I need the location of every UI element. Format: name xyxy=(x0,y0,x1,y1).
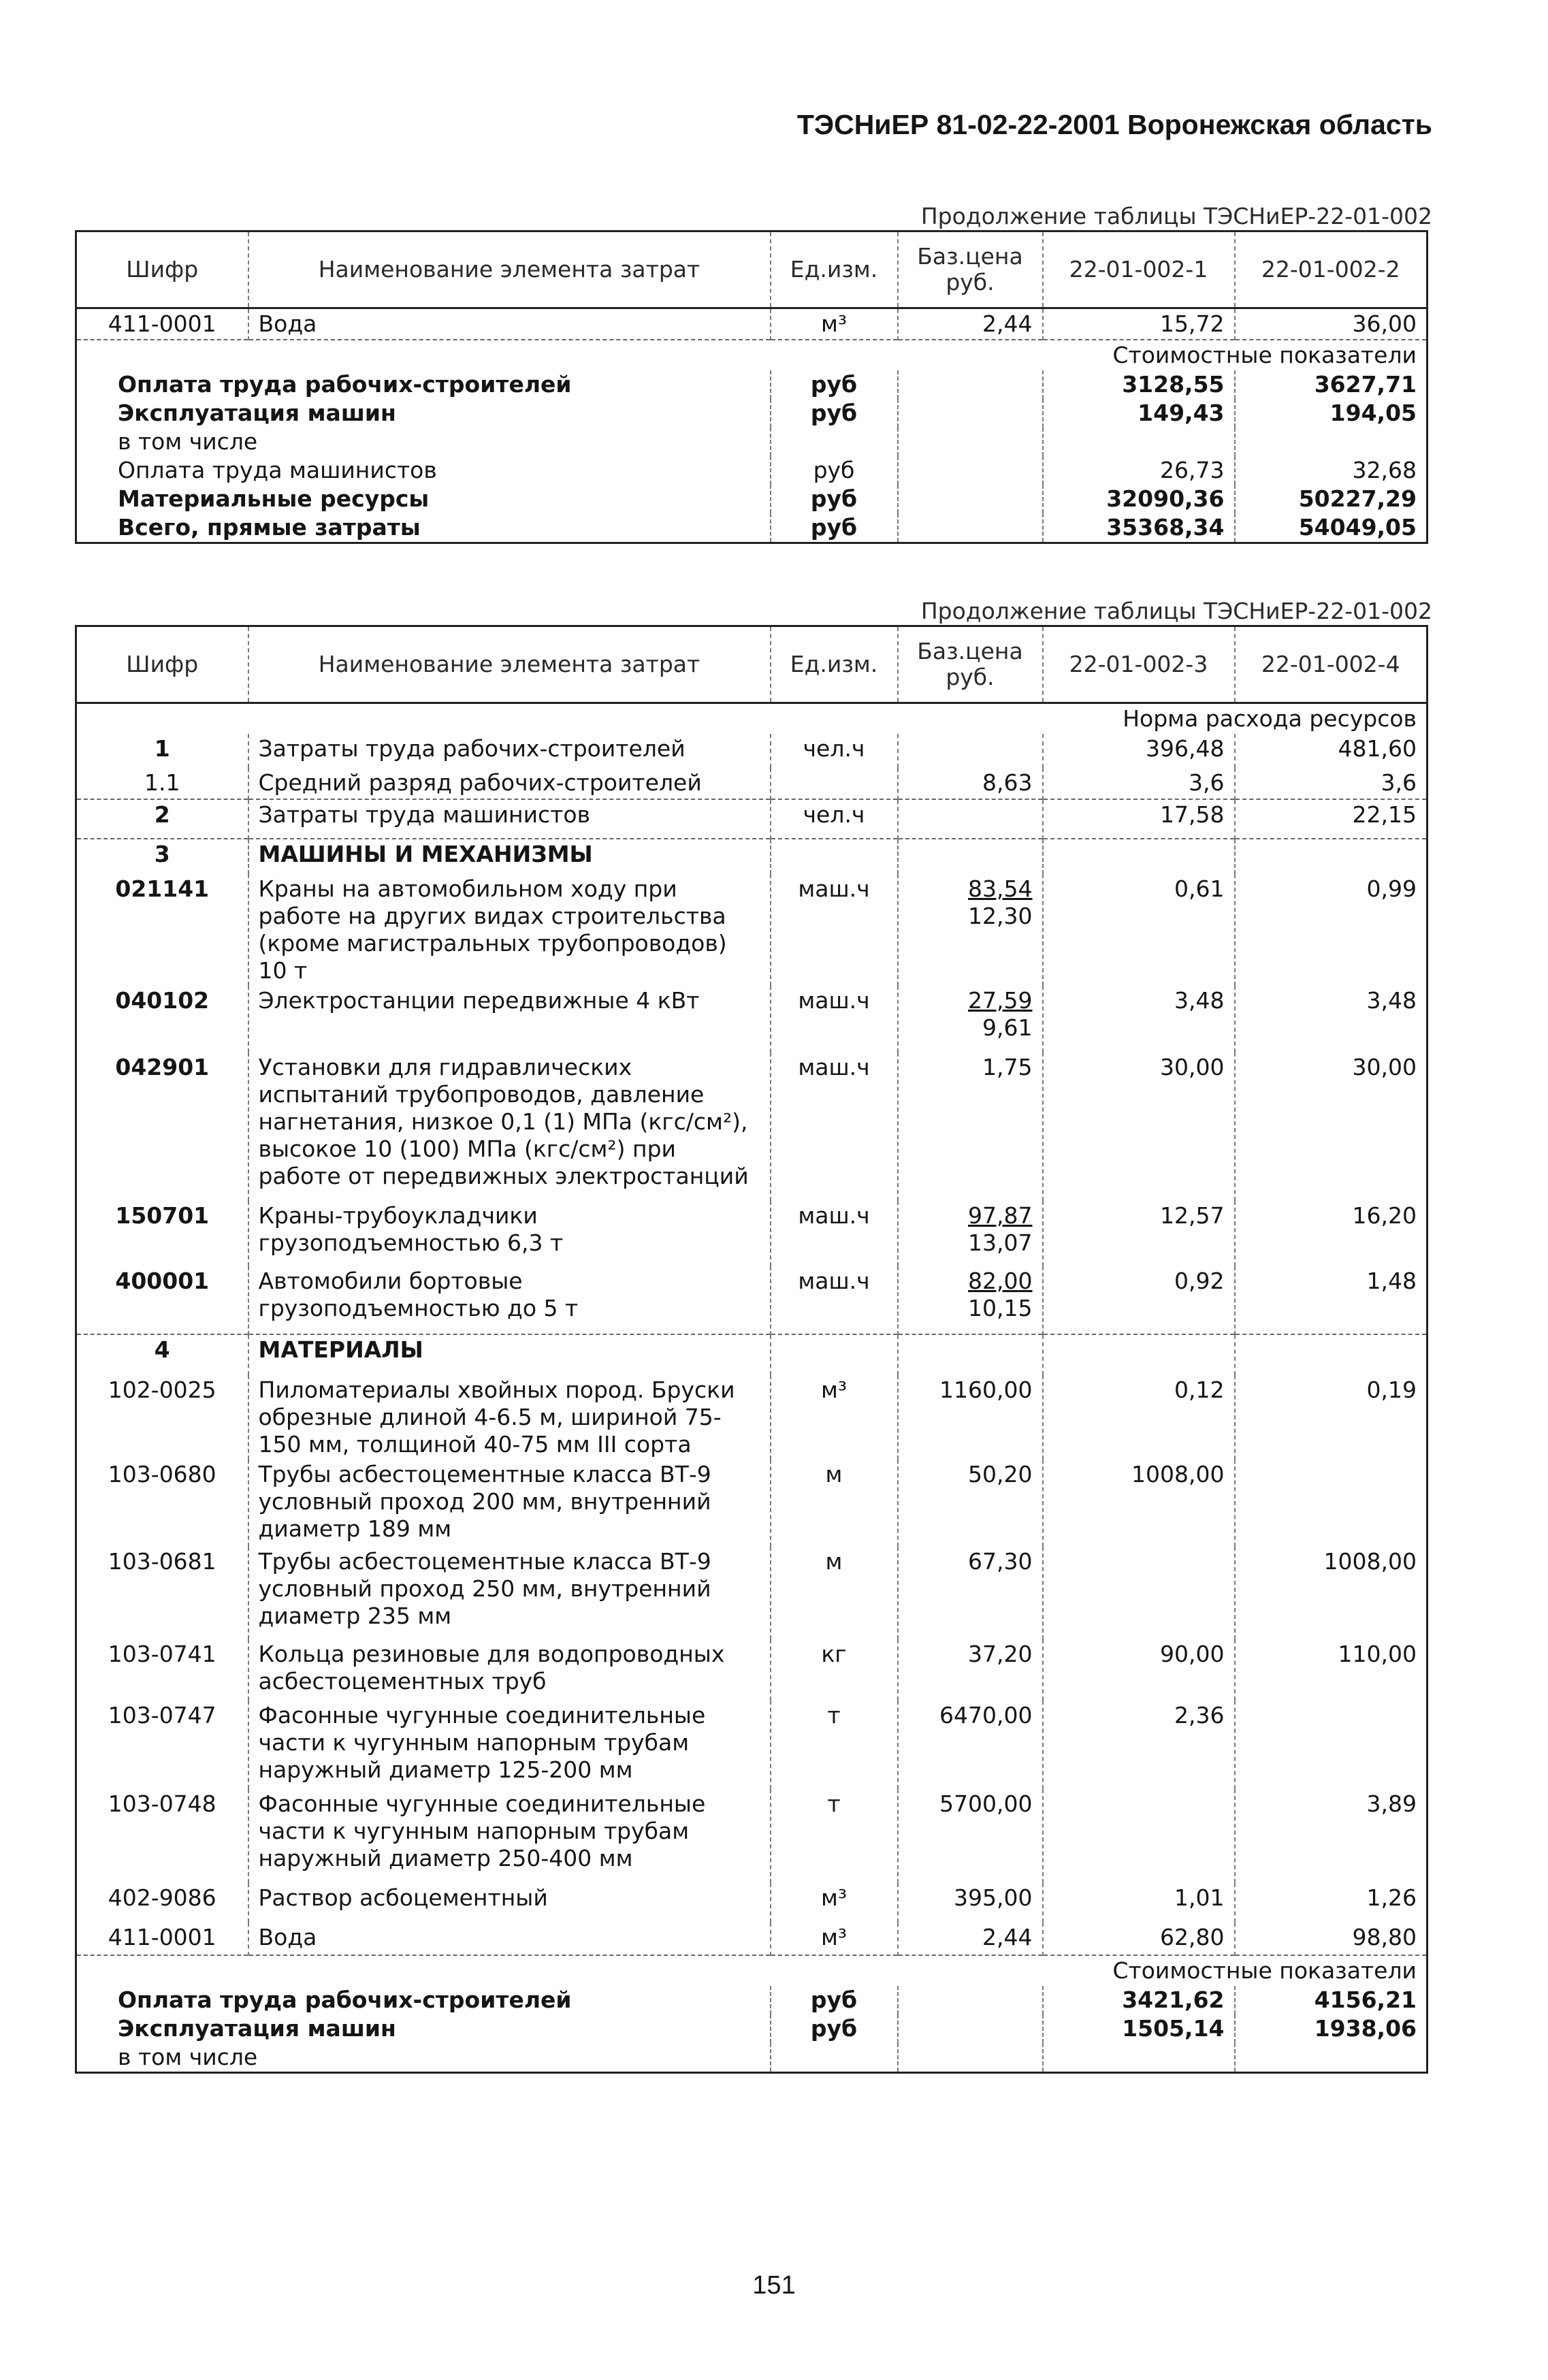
row-unit: маш.ч xyxy=(771,1266,898,1334)
section-row xyxy=(76,1955,1428,1986)
table2-caption: Продолжение таблицы ТЭСНиЕР-22-01-002 xyxy=(920,598,1432,624)
row-value-2 xyxy=(1235,839,1428,874)
row-value-2 xyxy=(1235,1701,1428,1789)
row-value-2: 0,19 xyxy=(1235,1375,1428,1460)
row-price xyxy=(898,986,1043,1052)
row-price-main: 395,00 xyxy=(954,1884,1033,1911)
page-number: 151 xyxy=(752,2271,796,2300)
summary-value-2: 194,05 xyxy=(1235,399,1428,428)
row-name: Трубы асбестоцементные класса ВТ-9 условный проход 250 мм, внутренний диаметр 235 мм xyxy=(248,1547,771,1639)
row-unit: чел.ч xyxy=(771,799,898,839)
row-name: Затраты труда рабочих-строителей xyxy=(248,734,771,768)
header-code: Шифр xyxy=(76,626,248,703)
row-value-1: 0,92 xyxy=(1043,1266,1235,1334)
row-name: Краны на автомобильном ходу при работе на других видах строительства (кроме магистральных трубопроводов) 10 т xyxy=(248,874,771,986)
table-row xyxy=(76,1052,1428,1201)
table-row xyxy=(76,1883,1428,1923)
row-code: 411-0001 xyxy=(76,308,248,340)
table-row xyxy=(76,1375,1428,1460)
summary-name: Оплата труда рабочих-строителей xyxy=(76,370,771,399)
row-code: 021141 xyxy=(76,874,248,986)
table-row xyxy=(76,1266,1428,1334)
row-name: Средний разряд рабочих-строителей xyxy=(248,768,771,799)
summary-price xyxy=(898,399,1043,428)
summary-value-2: 3627,71 xyxy=(1235,370,1428,399)
row-name: Пиломатериалы хвойных пород. Бруски обрезные длиной 4-6.5 м, шириной 75-150 мм, толщиной 40-75 мм III сорта xyxy=(248,1375,771,1460)
row-code: 2 xyxy=(76,799,248,839)
row-value-2: 3,48 xyxy=(1235,986,1428,1052)
row-price xyxy=(898,1375,1043,1460)
summary-value-1: 3128,55 xyxy=(1043,370,1235,399)
section-row xyxy=(76,340,1428,370)
table-row xyxy=(76,1201,1428,1266)
header-col5: 22-01-002-1 xyxy=(1043,231,1235,308)
row-unit: маш.ч xyxy=(771,1201,898,1266)
row-unit: т xyxy=(771,1789,898,1883)
summary-unit xyxy=(771,428,898,456)
row-value-2: 3,89 xyxy=(1235,1789,1428,1883)
row-code: 103-0748 xyxy=(76,1789,248,1883)
row-value-2: 481,60 xyxy=(1235,734,1428,768)
row-price-main: 97,87 xyxy=(968,1202,1033,1229)
row-code: 150701 xyxy=(76,1201,248,1266)
row-price-main: 83,54 xyxy=(968,875,1033,902)
header-price: Баз.цена руб. xyxy=(898,626,1043,703)
row-code: 402-9086 xyxy=(76,1883,248,1923)
table-row xyxy=(76,986,1428,1052)
row-code: 103-0681 xyxy=(76,1547,248,1639)
summary-price xyxy=(898,2014,1043,2043)
row-code: 103-0747 xyxy=(76,1701,248,1789)
row-value-1: 0,61 xyxy=(1043,874,1235,986)
summary-price xyxy=(898,513,1043,543)
row-price-main: 37,20 xyxy=(968,1641,1033,1667)
row-name: Трубы асбестоцементные класса ВТ-9 условный проход 200 мм, внутренний диаметр 189 мм xyxy=(248,1460,771,1547)
table-row xyxy=(76,1789,1428,1883)
row-unit: м³ xyxy=(771,308,898,340)
header-code: Шифр xyxy=(76,231,248,308)
row-value-2: 3,6 xyxy=(1235,768,1428,799)
row-price-main: 6470,00 xyxy=(939,1702,1033,1728)
summary-row xyxy=(76,2014,1428,2043)
row-value-2: 98,80 xyxy=(1235,1923,1428,1955)
row-value-2 xyxy=(1235,1334,1428,1375)
table-row xyxy=(76,1923,1428,1955)
row-price-main: 27,59 xyxy=(968,987,1033,1014)
summary-name: Оплата труда рабочих-строителей xyxy=(76,1986,771,2014)
row-value-1: 3,48 xyxy=(1043,986,1235,1052)
row-name: Электростанции передвижные 4 кВт xyxy=(248,986,771,1052)
table1-caption: Продолжение таблицы ТЭСНиЕР-22-01-002 xyxy=(920,203,1432,229)
row-value-1 xyxy=(1043,839,1235,874)
row-name: МАШИНЫ И МЕХАНИЗМЫ xyxy=(248,839,771,874)
summary-value-1 xyxy=(1043,428,1235,456)
row-code: 1.1 xyxy=(76,768,248,799)
row-name: Затраты труда машинистов xyxy=(248,799,771,839)
row-price-main: 1,75 xyxy=(982,1054,1033,1080)
row-value-1: 1,01 xyxy=(1043,1883,1235,1923)
section-row xyxy=(76,703,1428,735)
summary-unit: руб xyxy=(771,1986,898,2014)
row-name: Краны-трубоукладчики грузоподъемностью 6,3 т xyxy=(248,1201,771,1266)
row-value-2: 1,26 xyxy=(1235,1883,1428,1923)
row-code: 1 xyxy=(76,734,248,768)
norm-label: Норма расхода ресурсов xyxy=(76,703,1428,735)
document-header: ТЭСНиЕР 81-02-22-2001 Воронежская область xyxy=(796,109,1432,140)
row-price: 2,44 xyxy=(898,308,1043,340)
row-unit: м xyxy=(771,1460,898,1547)
row-name: МАТЕРИАЛЫ xyxy=(248,1334,771,1375)
summary-value-1: 35368,34 xyxy=(1043,513,1235,543)
row-unit: маш.ч xyxy=(771,1052,898,1201)
header-price: Баз.цена руб. xyxy=(898,231,1043,308)
summary-name: Оплата труда машинистов xyxy=(76,456,771,485)
row-unit xyxy=(771,1334,898,1375)
summary-value-1: 3421,62 xyxy=(1043,1986,1235,2014)
row-name: Кольца резиновые для водопроводных асбестоцементных труб xyxy=(248,1639,771,1701)
summary-row xyxy=(76,513,1428,543)
table-row xyxy=(76,1460,1428,1547)
table2 xyxy=(75,625,1428,2074)
summary-row xyxy=(76,428,1428,456)
summary-unit: руб xyxy=(771,513,898,543)
summary-row xyxy=(76,456,1428,485)
row-value-2: 1,48 xyxy=(1235,1266,1428,1334)
summary-row xyxy=(76,2043,1428,2073)
row-unit: кг xyxy=(771,1639,898,1701)
summary-row xyxy=(76,485,1428,513)
row-value-1: 2,36 xyxy=(1043,1701,1235,1789)
summary-price xyxy=(898,1986,1043,2014)
section-label: Стоимостные показатели xyxy=(76,1955,1428,1986)
row-price xyxy=(898,1266,1043,1334)
summary-price xyxy=(898,428,1043,456)
summary-name: Эксплуатация машин xyxy=(76,2014,771,2043)
row-unit: м xyxy=(771,1547,898,1639)
row-price xyxy=(898,1701,1043,1789)
row-value-2: 30,00 xyxy=(1235,1052,1428,1201)
summary-unit: руб xyxy=(771,2014,898,2043)
row-value-2: 1008,00 xyxy=(1235,1547,1428,1639)
table-row xyxy=(76,768,1428,799)
summary-name: Всего, прямые затраты xyxy=(76,513,771,543)
row-price xyxy=(898,1052,1043,1201)
row-price-main: 5700,00 xyxy=(939,1790,1033,1817)
summary-value-2: 4156,21 xyxy=(1235,1986,1428,2014)
summary-price xyxy=(898,485,1043,513)
header-col6: 22-01-002-4 xyxy=(1235,626,1428,703)
summary-name: в том числе xyxy=(76,2043,771,2073)
row-code: 040102 xyxy=(76,986,248,1052)
table-row xyxy=(76,1639,1428,1701)
row-price xyxy=(898,799,1043,839)
summary-value-1 xyxy=(1043,2043,1235,2073)
table-row xyxy=(76,1701,1428,1789)
row-code: 400001 xyxy=(76,1266,248,1334)
row-price-salary: 13,07 xyxy=(968,1229,1033,1256)
summary-value-2: 32,68 xyxy=(1235,456,1428,485)
row-price-main: 2,44 xyxy=(982,1924,1033,1950)
row-value-1: 30,00 xyxy=(1043,1052,1235,1201)
summary-value-2: 50227,29 xyxy=(1235,485,1428,513)
summary-name: Материальные ресурсы xyxy=(76,485,771,513)
summary-name: Эксплуатация машин xyxy=(76,399,771,428)
summary-row xyxy=(76,370,1428,399)
summary-unit: руб xyxy=(771,456,898,485)
summary-row xyxy=(76,399,1428,428)
row-value-2: 36,00 xyxy=(1235,308,1428,340)
section-label: Стоимостные показатели xyxy=(76,340,1428,370)
row-code: 3 xyxy=(76,839,248,874)
row-value-1 xyxy=(1043,1334,1235,1375)
summary-value-1: 149,43 xyxy=(1043,399,1235,428)
row-value-2: 0,99 xyxy=(1235,874,1428,986)
row-unit: м³ xyxy=(771,1375,898,1460)
row-value-1: 62,80 xyxy=(1043,1923,1235,1955)
row-name: Автомобили бортовые грузоподъемностью до 5 т xyxy=(248,1266,771,1334)
header-unit: Ед.изм. xyxy=(771,626,898,703)
row-price-salary: 9,61 xyxy=(982,1014,1033,1041)
row-unit xyxy=(771,768,898,799)
summary-price xyxy=(898,456,1043,485)
row-code: 4 xyxy=(76,1334,248,1375)
row-price xyxy=(898,1789,1043,1883)
summary-price xyxy=(898,370,1043,399)
row-price xyxy=(898,874,1043,986)
row-price xyxy=(898,1883,1043,1923)
row-price-main: 82,00 xyxy=(968,1268,1033,1294)
row-value-2: 110,00 xyxy=(1235,1639,1428,1701)
row-price xyxy=(898,1460,1043,1547)
summary-row xyxy=(76,1986,1428,2014)
row-price xyxy=(898,1334,1043,1375)
row-price xyxy=(898,839,1043,874)
summary-value-2 xyxy=(1235,428,1428,456)
row-value-1: 12,57 xyxy=(1043,1201,1235,1266)
row-value-1 xyxy=(1043,1789,1235,1883)
row-value-1: 396,48 xyxy=(1043,734,1235,768)
row-value-1: 17,58 xyxy=(1043,799,1235,839)
row-name: Установки для гидравлических испытаний трубопроводов, давление нагнетания, низкое 0,1 (1) МПа (кгс/см²), высокое 10 (100) МПа (кгс/см²) при работе от передвижных электростанций xyxy=(248,1052,771,1201)
row-unit: м³ xyxy=(771,1883,898,1923)
summary-unit: руб xyxy=(771,485,898,513)
row-value-1 xyxy=(1043,1547,1235,1639)
row-value-1: 1008,00 xyxy=(1043,1460,1235,1547)
row-price-main: 67,30 xyxy=(968,1548,1033,1575)
row-value-1: 90,00 xyxy=(1043,1639,1235,1701)
row-code: 103-0741 xyxy=(76,1639,248,1701)
header-col5: 22-01-002-3 xyxy=(1043,626,1235,703)
header-unit: Ед.изм. xyxy=(771,231,898,308)
row-unit: т xyxy=(771,1701,898,1789)
summary-unit: руб xyxy=(771,399,898,428)
row-code: 042901 xyxy=(76,1052,248,1201)
summary-name: в том числе xyxy=(76,428,771,456)
row-name: Фасонные чугунные соединительные части к чугунным напорным трубам наружный диаметр 250-400 мм xyxy=(248,1789,771,1883)
row-price-salary: 12,30 xyxy=(968,903,1033,929)
row-name: Фасонные чугунные соединительные части к чугунным напорным трубам наружный диаметр 125-200 мм xyxy=(248,1701,771,1789)
header-name: Наименование элемента затрат xyxy=(248,231,771,308)
table-row xyxy=(76,839,1428,874)
summary-value-1: 32090,36 xyxy=(1043,485,1235,513)
row-price-salary: 10,15 xyxy=(968,1295,1033,1321)
table-row xyxy=(76,799,1428,839)
summary-value-2: 54049,05 xyxy=(1235,513,1428,543)
summary-unit xyxy=(771,2043,898,2073)
row-price-main: 1160,00 xyxy=(939,1377,1033,1403)
row-code: 411-0001 xyxy=(76,1923,248,1955)
summary-value-1: 26,73 xyxy=(1043,456,1235,485)
summary-value-2 xyxy=(1235,2043,1428,2073)
row-value-2: 22,15 xyxy=(1235,799,1428,839)
row-price xyxy=(898,1923,1043,1955)
row-value-1: 3,6 xyxy=(1043,768,1235,799)
summary-value-1: 1505,14 xyxy=(1043,2014,1235,2043)
summary-value-2: 1938,06 xyxy=(1235,2014,1428,2043)
row-price xyxy=(898,1639,1043,1701)
row-price xyxy=(898,734,1043,768)
row-price xyxy=(898,1201,1043,1266)
row-unit xyxy=(771,839,898,874)
row-unit: м³ xyxy=(771,1923,898,1955)
table-row xyxy=(76,308,1428,340)
header-col6: 22-01-002-2 xyxy=(1235,231,1428,308)
row-price-main: 50,20 xyxy=(968,1461,1033,1488)
row-unit: маш.ч xyxy=(771,986,898,1052)
row-value-1: 0,12 xyxy=(1043,1375,1235,1460)
row-price xyxy=(898,1547,1043,1639)
table-row xyxy=(76,1334,1428,1375)
row-price xyxy=(898,768,1043,799)
row-value-2 xyxy=(1235,1460,1428,1547)
summary-price xyxy=(898,2043,1043,2073)
row-name: Раствор асбоцементный xyxy=(248,1883,771,1923)
row-value-1: 15,72 xyxy=(1043,308,1235,340)
row-code: 102-0025 xyxy=(76,1375,248,1460)
row-code: 103-0680 xyxy=(76,1460,248,1547)
row-name: Вода xyxy=(248,1923,771,1955)
row-unit: маш.ч xyxy=(771,874,898,986)
row-value-2: 16,20 xyxy=(1235,1201,1428,1266)
row-unit: чел.ч xyxy=(771,734,898,768)
table-row xyxy=(76,874,1428,986)
summary-unit: руб xyxy=(771,370,898,399)
row-name: Вода xyxy=(248,308,771,340)
table-row xyxy=(76,734,1428,768)
header-name: Наименование элемента затрат xyxy=(248,626,771,703)
row-price-main: 8,63 xyxy=(982,769,1033,796)
table1 xyxy=(75,230,1428,544)
table-row xyxy=(76,1547,1428,1639)
